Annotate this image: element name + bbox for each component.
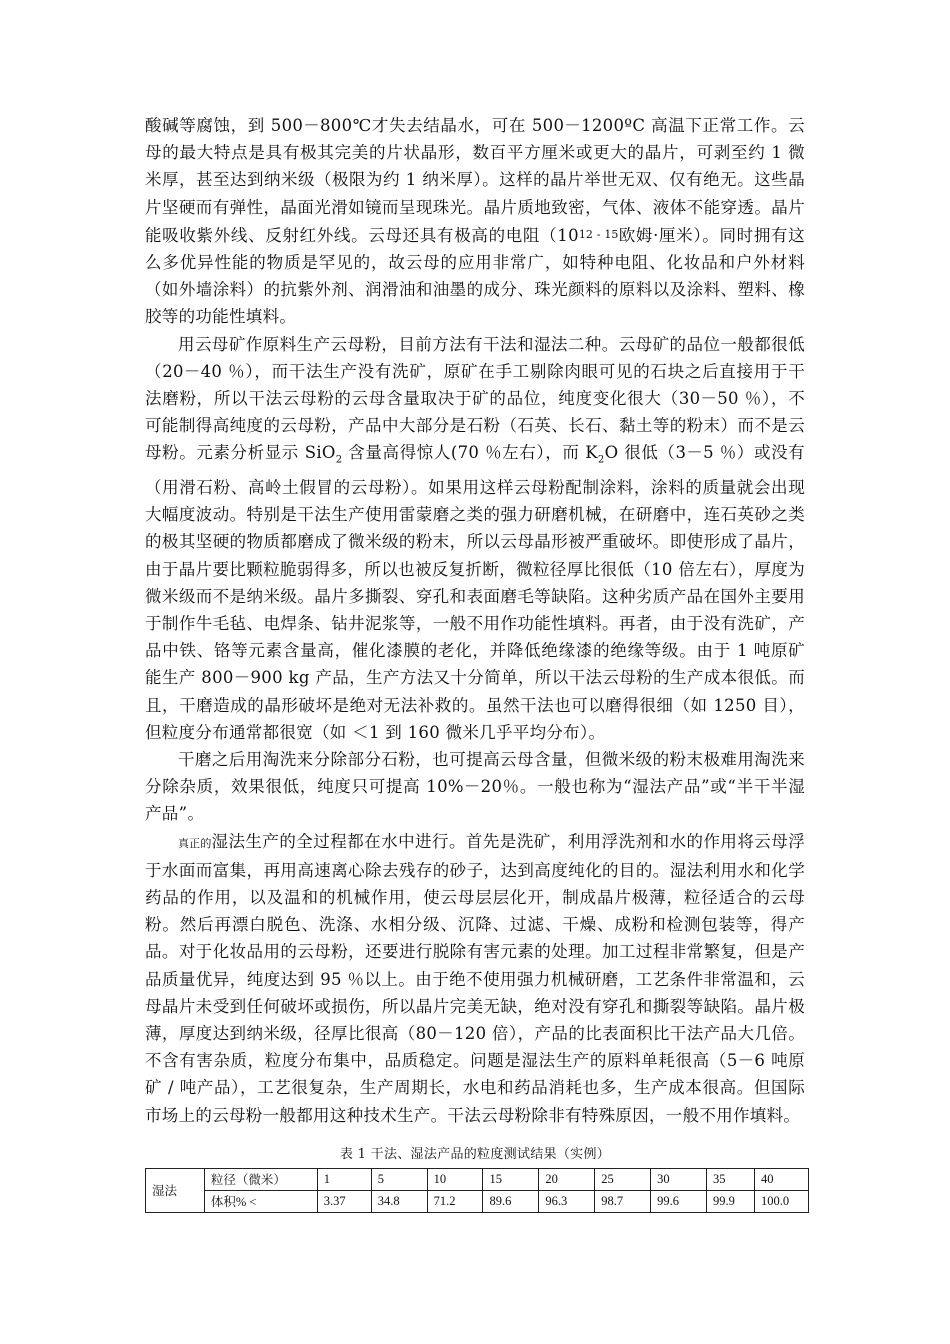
table-cell-particle-size: 35: [707, 1168, 755, 1190]
table-cell-volume-percent: 96.3: [539, 1190, 595, 1212]
table-row-label-size: 粒径（微米）: [204, 1168, 317, 1190]
superscript-text: 12 - 15: [578, 227, 619, 241]
table-cell-particle-size: 15: [483, 1168, 539, 1190]
paragraph-text: 酸碱等腐蚀，到 500－800℃才失去结晶水，可在 500－1200ºC 高温下正常工作。云母的最大特点是具有极其完美的片状晶形，数百平方厘米或更大的晶片，可剥至约 1 微米厚，甚至达到纳米级（极限为约 1 纳米厚）。这样的晶片举世无双、仅有绝无。这些晶片坚硬而有弹性，晶面光滑如镜而呈现珠光。晶片质地致密，气体、液体不能穿透。晶片能吸收紫外线、反射红外线。云母还具有极高的电阻（10: [145, 116, 805, 245]
paragraph-text: 含量高得惊人(70 ％左右），而 K: [342, 443, 598, 463]
table-row-particle-size: [146, 1168, 809, 1190]
paragraph-text: 湿法生产的全过程都在水中进行。首先是洗矿，利用浮洗剂和水的作用将云母浮于水面而富集，再用高速离心除去残存的砂子，达到高度纯化的目的。湿法利用水和化学药品的作用，以及温和的机械作用，使云母层层化开，制成晶片极薄，粒径适合的云母粉。然后再漂白脱色、洗涤、水相分级、沉降、过滤、干燥、成粉和检测包装等，得产品。对于化妆品用的云母粉，还要进行脱除有害元素的处理。加工过程非常繁复，但是产品质量优异，纯度达到 95 ％以上。由于绝不使用强力机械研磨，工艺条件非常温和，云母晶片未受到任何破坏或损伤，所以晶片完美无缺，绝对没有穿孔和撕裂等缺陷。晶片极薄，厚度达到纳米级，径厚比很高（80－120 倍），产品的比表面积比干法产品大几倍。不含有害杂质，粒度分布集中，品质稳定。问题是湿法生产的原料单耗很高（5－6 吨原矿 / 吨产品），工艺很复杂，生产周期长，水电和药品消耗也多，生产成本很高。但国际市场上的云母粉一般都用这种技术生产。干法云母粉除非有特殊原因，一般不用作填料。: [145, 831, 806, 1125]
table-cell-volume-percent: 71.2: [427, 1190, 483, 1212]
table-cell-volume-percent: 100.0: [754, 1190, 808, 1212]
table-cell-particle-size: 10: [427, 1168, 483, 1190]
paragraph: [145, 828, 805, 1129]
table-cell-particle-size: 20: [539, 1168, 595, 1190]
paragraph-container: [145, 112, 805, 1129]
table-cell-volume-percent: 99.6: [651, 1190, 707, 1212]
paragraph-text: O 很低（3－5 ％）或没有（用滑石粉、高岭土假冒的云母粉）。如果用这样云母粉配制涂料，涂料的质量就会出现大幅度波动。特别是干法生产使用雷蒙磨之类的强力研磨机械，在研磨中，连石英砂之类的极其坚硬的物质都磨成了微米级的粉末，所以云母晶形被严重破坏。即使形成了晶片，由于晶片要比颗粒脆弱得多，所以也被反复折断，微粒径厚比很低（10 倍左右），厚度为微米级而不是纳米级。晶片多撕裂、穿孔和表面磨毛等缺陷。这种劣质产品在国外主要用于制作牛毛毡、电焊条、钻井泥浆等，一般不用作功能性填料。再者，由于没有洗矿，产品中铁、铬等元素含量高，催化漆膜的老化，并降低绝缘漆的绝缘等级。由于 1 吨原矿能生产 800－900 kg 产品，生产方法又十分简单，所以干法云母粉的生产成本很低。而且，干磨造成的晶形破坏是绝对无法补救的。虽然干法也可以磨得很细（如 1250 目），但粒度分布通常都很宽（如 ＜1 到 160 微米几乎平均分布）。: [145, 443, 805, 742]
table-cell-particle-size: 1: [317, 1168, 371, 1190]
paragraph: [145, 112, 805, 331]
paragraph: [145, 746, 805, 828]
paragraph-lead-word: 真正的: [178, 836, 212, 850]
particle-size-table: [145, 1168, 809, 1213]
paragraph-text: 欧姆·厘米）。同时拥有这么多优异性能的物质是罕见的，故云母的应用非常广，如特种电阻、化妆品和户外材料（如外墙涂料）的抗紫外剂、润滑油和油墨的成分、珠光颜料的原料以及涂料、塑料、橡胶等的功能性填料。: [145, 225, 805, 327]
table-cell-particle-size: 5: [371, 1168, 427, 1190]
table-cell-particle-size: 25: [595, 1168, 651, 1190]
subscript-text: 2: [597, 454, 605, 466]
table-group-label: 湿法: [146, 1168, 205, 1212]
table-cell-volume-percent: 98.7: [595, 1190, 651, 1212]
table-cell-volume-percent: 99.9: [707, 1190, 755, 1212]
subscript-text: 2: [335, 454, 343, 466]
document-body: [145, 112, 805, 1213]
table-row-label-volume: 体积% <: [204, 1190, 317, 1212]
table-cell-volume-percent: 89.6: [483, 1190, 539, 1212]
table-cell-volume-percent: 34.8: [371, 1190, 427, 1212]
paragraph-text: 干磨之后用淘洗来分除部分石粉，也可提高云母含量，但微米级的粉末极难用淘洗来分除杂质，效果很低，纯度只可提高 10%－20％。一般也称为“湿法产品”或“半干半湿产品”。: [145, 749, 805, 824]
table-row-volume: [146, 1190, 809, 1212]
table-cell-particle-size: 40: [754, 1168, 808, 1190]
paragraph-text: 用云母矿作原料生产云母粉，目前方法有干法和湿法二种。云母矿的品位一般都很低（20－40 ％），而干法生产没有洗矿，原矿在手工剔除肉眼可见的石块之后直接用于干法磨粉，所以干法云母粉的云母含量取决于矿的品位，纯度变化很大（30－50 ％），不可能制得高纯度的云母粉，产品中大部分是石粉（石英、长石、黏土等的粉末）而不是云母粉。元素分析显示 SiO: [145, 334, 805, 463]
table-cell-volume-percent: 3.37: [317, 1190, 371, 1212]
paragraph: [145, 331, 805, 746]
table-caption: 表 1 干法、湿法产品的粒度测试结果（实例）: [339, 1146, 611, 1162]
table-cell-particle-size: 30: [651, 1168, 707, 1190]
